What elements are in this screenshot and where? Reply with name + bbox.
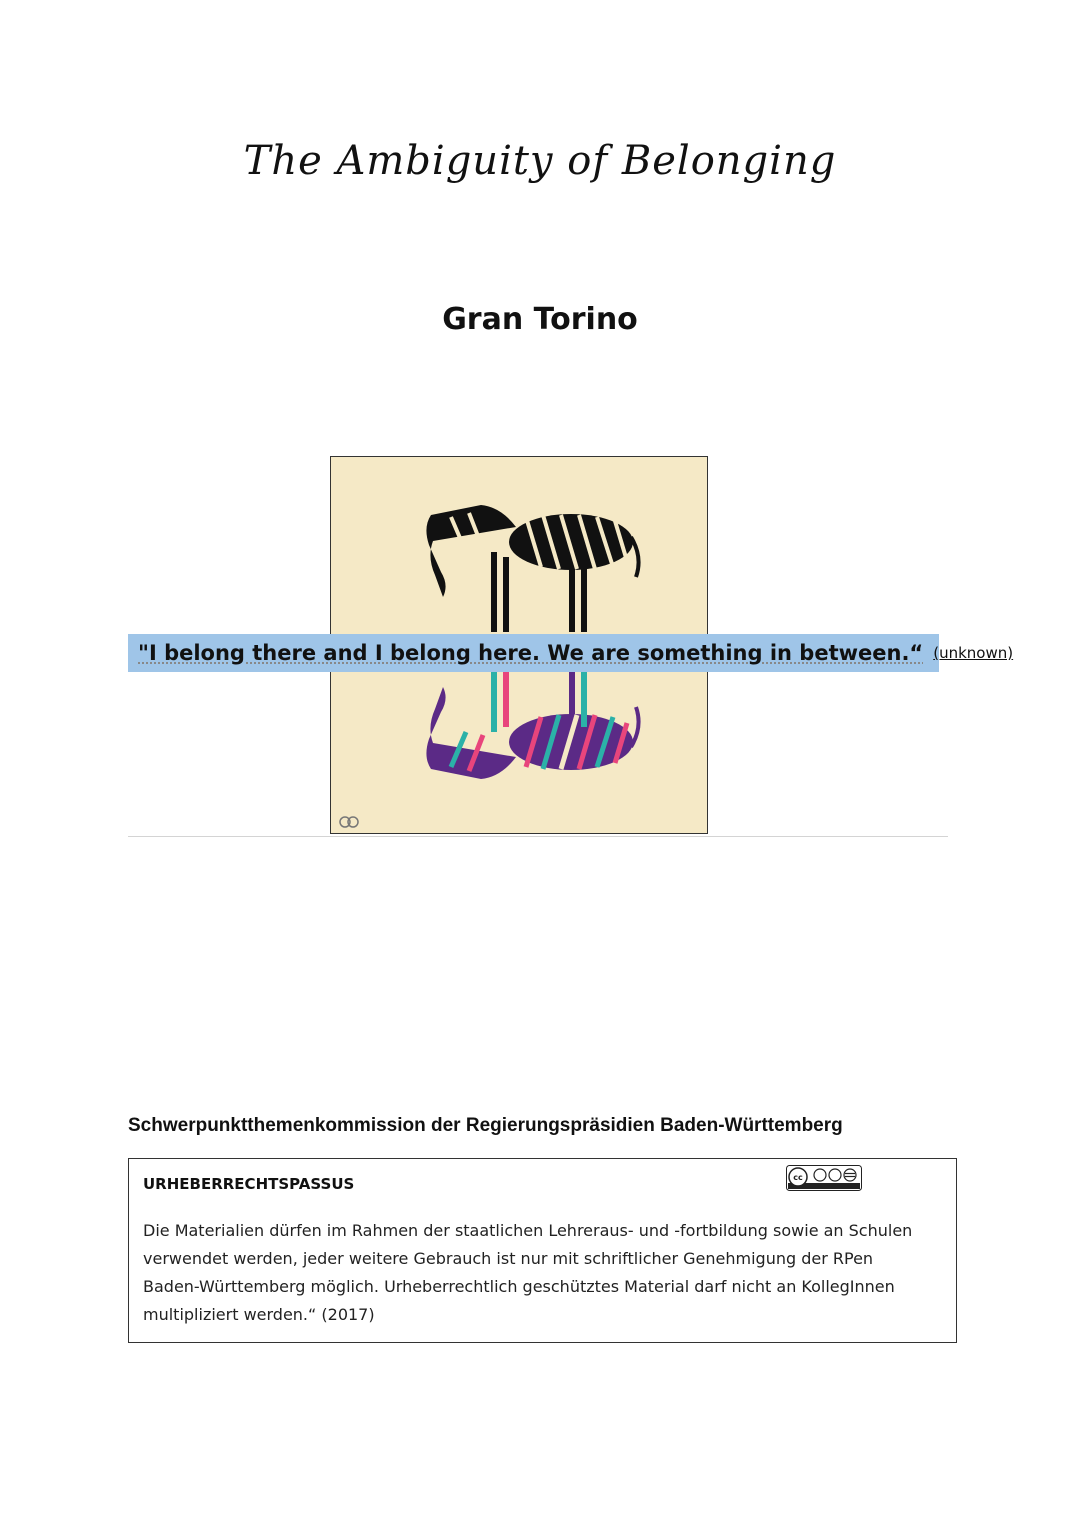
document-title: The Ambiguity of Belonging [243, 138, 837, 184]
document-subtitle: Gran Torino [442, 302, 638, 337]
copyright-line: multipliziert werden.“ (2017) [143, 1305, 375, 1324]
copyright-line: Die Materialien dürfen im Rahmen der staatlichen Lehreraus- und -fortbildung sowie an Schulen [143, 1221, 913, 1240]
copyright-line: verwendet werden, jeder weitere Gebrauch ist nur mit schriftlicher Genehmigung der RPen [143, 1249, 874, 1268]
quote-banner [128, 634, 1014, 672]
horizontal-divider [128, 836, 948, 837]
commission-name: Schwerpunktthemenkommission der Regierungspräsidien Baden-Württemberg [128, 1115, 843, 1136]
quote-text: "I belong there and I belong here. We are something in between.“ [138, 641, 924, 665]
copyright-text [143, 1217, 943, 1329]
creative-commons-by-nc-nd-icon [786, 1165, 862, 1191]
copyright-line: Baden-Württemberg möglich. Urheberrechtlich geschütztes Material darf nicht an KollegInnen [143, 1277, 895, 1296]
svg-text:cc: cc [793, 1173, 803, 1182]
quote-source: (unknown) [933, 644, 1014, 662]
copyright-heading: URHEBERRECHTSPASSUS [143, 1175, 355, 1193]
copyright-box [128, 1158, 957, 1343]
